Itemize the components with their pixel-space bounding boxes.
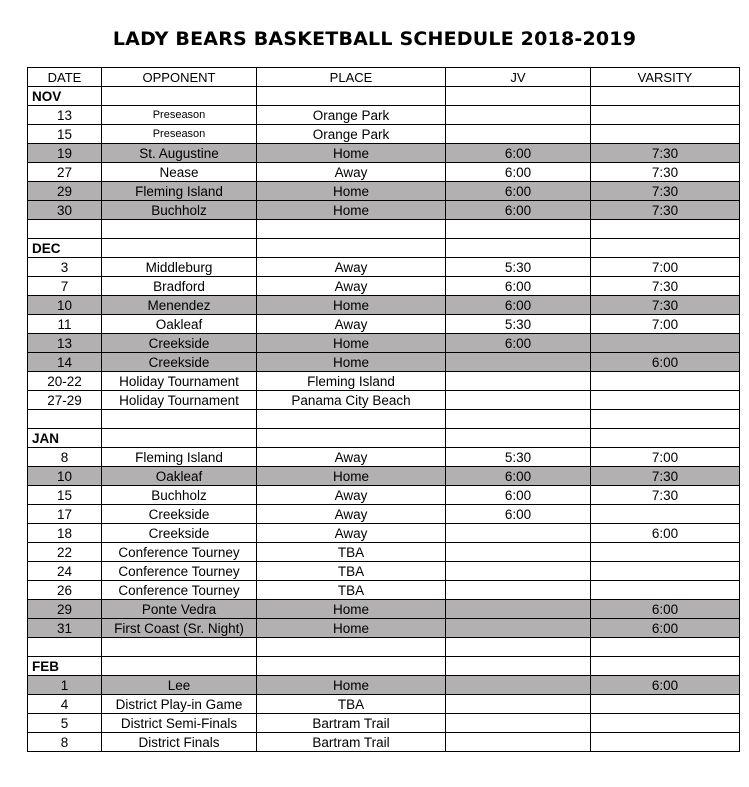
cell-place [257,657,446,676]
cell-opponent: St. Augustine [102,144,257,163]
cell-date: 4 [28,695,102,714]
cell-jv [446,676,591,695]
cell-place: Away [257,448,446,467]
cell-date: 19 [28,144,102,163]
cell-opponent: Fleming Island [102,182,257,201]
cell-opponent: Preseason [102,106,257,125]
cell-jv [446,581,591,600]
table-row [28,296,740,315]
table-row [28,505,740,524]
cell-place [257,87,446,106]
cell-place: Home [257,334,446,353]
cell-place: Bartram Trail [257,714,446,733]
cell-place: Away [257,524,446,543]
cell-opponent: Conference Tourney [102,562,257,581]
cell-varsity: 7:30 [591,467,740,486]
cell-date: FEB [28,657,102,676]
cell-place: Away [257,486,446,505]
cell-opponent: Oakleaf [102,315,257,334]
cell-opponent: District Finals [102,733,257,752]
table-row [28,372,740,391]
cell-jv [446,619,591,638]
cell-place: Home [257,201,446,220]
cell-jv: 6:00 [446,296,591,315]
cell-place: Home [257,600,446,619]
cell-date: JAN [28,429,102,448]
cell-varsity [591,543,740,562]
cell-date: 22 [28,543,102,562]
table-row [28,676,740,695]
table-row [28,334,740,353]
header-row [28,68,740,87]
cell-date: 7 [28,277,102,296]
cell-opponent [102,638,257,657]
cell-place: Home [257,353,446,372]
cell-date: 17 [28,505,102,524]
cell-opponent: Conference Tourney [102,581,257,600]
cell-varsity: 7:30 [591,277,740,296]
cell-jv [446,220,591,239]
cell-place: Orange Park [257,125,446,144]
cell-opponent: Fleming Island [102,448,257,467]
cell-place [257,410,446,429]
cell-date: 29 [28,182,102,201]
cell-opponent: District Play-in Game [102,695,257,714]
cell-date: 26 [28,581,102,600]
table-row [28,391,740,410]
cell-varsity: 6:00 [591,676,740,695]
cell-varsity: 7:00 [591,448,740,467]
cell-opponent: Holiday Tournament [102,391,257,410]
cell-place: Home [257,619,446,638]
cell-place: Home [257,182,446,201]
cell-place: Orange Park [257,106,446,125]
cell-opponent: Creekside [102,524,257,543]
cell-jv [446,391,591,410]
table-row [28,467,740,486]
table-row [28,733,740,752]
cell-varsity: 7:00 [591,258,740,277]
cell-jv: 6:00 [446,467,591,486]
cell-varsity: 6:00 [591,619,740,638]
cell-jv: 6:00 [446,486,591,505]
cell-jv [446,733,591,752]
cell-place: Bartram Trail [257,733,446,752]
cell-date: 27-29 [28,391,102,410]
cell-varsity [591,106,740,125]
cell-date: 15 [28,486,102,505]
cell-date: 13 [28,334,102,353]
cell-jv [446,714,591,733]
spacer-row [28,410,740,429]
table-row [28,353,740,372]
month-row [28,239,740,258]
table-row [28,182,740,201]
cell-date: 11 [28,315,102,334]
cell-varsity [591,220,740,239]
table-row [28,619,740,638]
cell-varsity [591,239,740,258]
cell-date: 31 [28,619,102,638]
cell-date: 20-22 [28,372,102,391]
month-row [28,429,740,448]
header-varsity: VARSITY [591,68,740,87]
cell-jv [446,87,591,106]
header-date: DATE [28,68,102,87]
month-row [28,657,740,676]
table-row [28,163,740,182]
cell-opponent [102,657,257,676]
table-row [28,581,740,600]
cell-varsity [591,695,740,714]
cell-opponent: Buchholz [102,486,257,505]
cell-varsity [591,657,740,676]
cell-varsity [591,733,740,752]
cell-date: 8 [28,733,102,752]
cell-date: 14 [28,353,102,372]
table-row [28,277,740,296]
cell-jv [446,638,591,657]
cell-place: Away [257,258,446,277]
table-row [28,562,740,581]
cell-varsity [591,87,740,106]
cell-jv: 6:00 [446,277,591,296]
cell-opponent [102,220,257,239]
cell-date: 3 [28,258,102,277]
cell-varsity: 7:30 [591,486,740,505]
cell-jv [446,657,591,676]
cell-opponent: Creekside [102,334,257,353]
cell-date: 30 [28,201,102,220]
spacer-row [28,220,740,239]
schedule-body [28,87,740,752]
table-row [28,106,740,125]
cell-place: Home [257,467,446,486]
cell-jv [446,695,591,714]
cell-varsity [591,581,740,600]
cell-jv: 6:00 [446,201,591,220]
cell-varsity: 7:30 [591,163,740,182]
cell-place [257,429,446,448]
cell-date: 8 [28,448,102,467]
cell-opponent: Creekside [102,353,257,372]
cell-place: Home [257,676,446,695]
cell-opponent: Bradford [102,277,257,296]
cell-place [257,638,446,657]
cell-date: DEC [28,239,102,258]
cell-jv [446,372,591,391]
cell-opponent: Menendez [102,296,257,315]
table-row [28,201,740,220]
cell-place: TBA [257,543,446,562]
cell-jv [446,524,591,543]
cell-opponent: District Semi-Finals [102,714,257,733]
cell-varsity [591,714,740,733]
cell-varsity [591,391,740,410]
cell-opponent [102,239,257,258]
cell-date: 10 [28,296,102,315]
cell-jv: 6:00 [446,334,591,353]
table-row [28,144,740,163]
cell-jv [446,543,591,562]
table-row [28,448,740,467]
cell-opponent: Ponte Vedra [102,600,257,619]
table-row [28,315,740,334]
cell-place [257,239,446,258]
cell-varsity: 7:30 [591,144,740,163]
cell-date [28,638,102,657]
cell-jv [446,239,591,258]
cell-varsity: 6:00 [591,524,740,543]
cell-date [28,220,102,239]
cell-opponent: Preseason [102,125,257,144]
cell-varsity [591,638,740,657]
cell-jv: 6:00 [446,163,591,182]
cell-varsity [591,505,740,524]
header-opponent: OPPONENT [102,68,257,87]
cell-varsity: 6:00 [591,600,740,619]
page-title: LADY BEARS BASKETBALL SCHEDULE 2018-2019 [112,28,637,50]
cell-opponent [102,410,257,429]
cell-varsity [591,372,740,391]
cell-jv [446,600,591,619]
cell-jv [446,429,591,448]
cell-jv: 6:00 [446,505,591,524]
cell-place: Away [257,163,446,182]
schedule-table [27,67,740,752]
table-row [28,486,740,505]
cell-opponent: Nease [102,163,257,182]
cell-varsity: 6:00 [591,353,740,372]
cell-place: Home [257,144,446,163]
cell-opponent: Lee [102,676,257,695]
cell-date: 5 [28,714,102,733]
cell-varsity [591,410,740,429]
cell-opponent: Oakleaf [102,467,257,486]
cell-date [28,410,102,429]
spacer-row [28,638,740,657]
cell-place: Away [257,315,446,334]
cell-jv [446,125,591,144]
cell-jv: 6:00 [446,182,591,201]
table-row [28,524,740,543]
cell-jv [446,562,591,581]
table-row [28,714,740,733]
cell-opponent: Conference Tourney [102,543,257,562]
cell-place [257,220,446,239]
cell-opponent: Holiday Tournament [102,372,257,391]
cell-place: TBA [257,562,446,581]
cell-jv: 5:30 [446,448,591,467]
cell-jv: 6:00 [446,144,591,163]
cell-varsity: 7:30 [591,182,740,201]
cell-date: 13 [28,106,102,125]
cell-jv: 5:30 [446,315,591,334]
cell-place: Away [257,277,446,296]
cell-varsity [591,429,740,448]
cell-opponent: First Coast (Sr. Night) [102,619,257,638]
cell-jv [446,106,591,125]
month-row [28,87,740,106]
cell-opponent: Creekside [102,505,257,524]
cell-date: 10 [28,467,102,486]
cell-varsity: 7:30 [591,296,740,315]
cell-jv [446,353,591,372]
cell-date: 24 [28,562,102,581]
cell-jv [446,410,591,429]
table-row [28,600,740,619]
cell-place: Panama City Beach [257,391,446,410]
cell-opponent [102,429,257,448]
cell-date: 1 [28,676,102,695]
cell-opponent: Middleburg [102,258,257,277]
table-row [28,543,740,562]
cell-varsity [591,125,740,144]
table-row [28,695,740,714]
cell-place: TBA [257,695,446,714]
header-jv: JV [446,68,591,87]
cell-opponent: Buchholz [102,201,257,220]
cell-date: NOV [28,87,102,106]
cell-varsity [591,562,740,581]
cell-place: Fleming Island [257,372,446,391]
cell-varsity: 7:00 [591,315,740,334]
cell-date: 15 [28,125,102,144]
table-row [28,125,740,144]
cell-varsity [591,334,740,353]
cell-place: Home [257,296,446,315]
cell-date: 27 [28,163,102,182]
cell-place: TBA [257,581,446,600]
table-row [28,258,740,277]
cell-opponent [102,87,257,106]
cell-date: 18 [28,524,102,543]
cell-date: 29 [28,600,102,619]
cell-jv: 5:30 [446,258,591,277]
cell-varsity: 7:30 [591,201,740,220]
cell-place: Away [257,505,446,524]
header-place: PLACE [257,68,446,87]
